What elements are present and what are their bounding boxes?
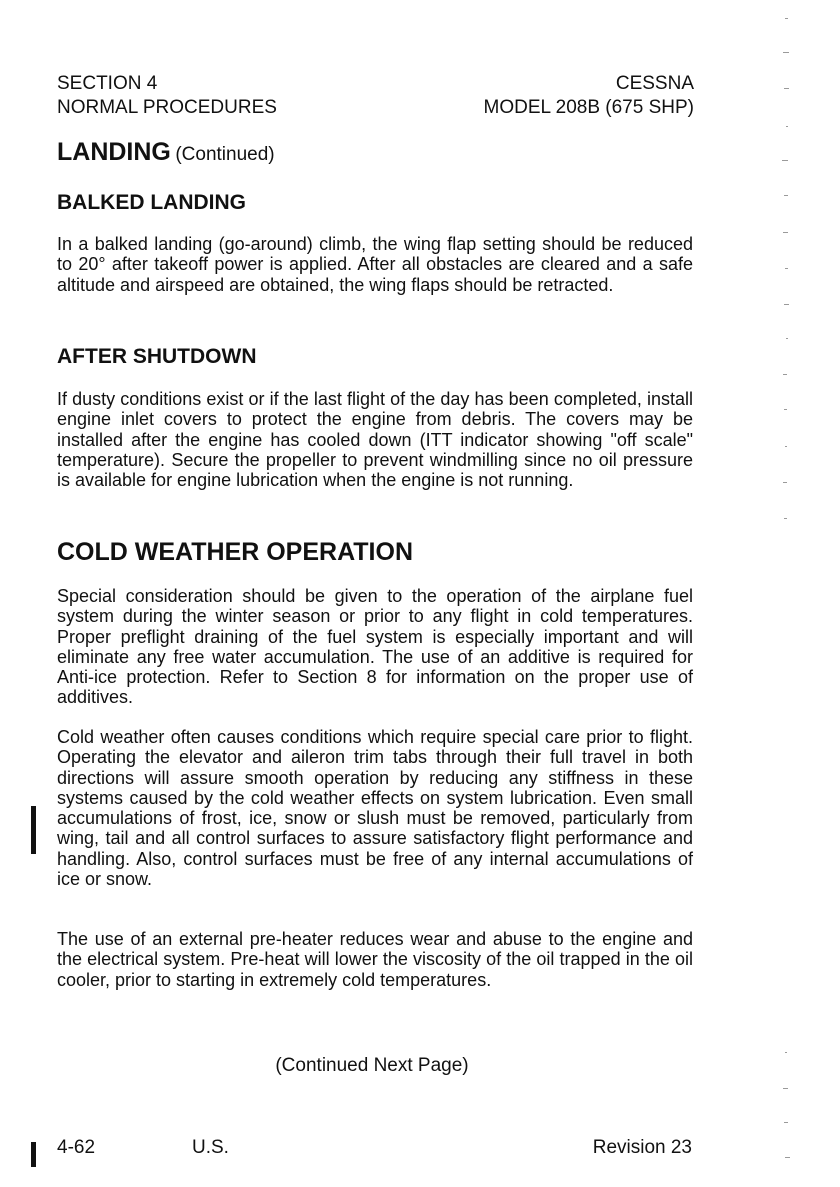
scan-specks-group (782, 18, 790, 1158)
footer-revision: Revision 23 (592, 1137, 692, 1158)
cold-weather-paragraph-3: The use of an external pre-heater reduces wear and abuse to the engine and the electrical system. Pre-heat will lower the viscosity of the oil trapped in the oil cooler, prior to starting in extremely cold temperatures. (57, 929, 693, 990)
header-left (57, 72, 277, 120)
header-model: MODEL 208B (675 SHP) (483, 97, 694, 118)
header-section-title: NORMAL PROCEDURES (57, 97, 277, 118)
cold-weather-heading: COLD WEATHER OPERATION (57, 538, 414, 566)
balked-landing-heading: BALKED LANDING (57, 191, 246, 214)
footer-page-number: 4-62 (57, 1137, 96, 1158)
continued-next-page: (Continued Next Page) (275, 1055, 469, 1076)
after-shutdown-heading: AFTER SHUTDOWN (57, 345, 257, 368)
landing-title (57, 138, 275, 167)
after-shutdown-text: If dusty conditions exist or if the last flight of the day has been completed, install engine inlet covers to protect the engine from debris. The covers may be installed after the engine has cooled down (ITT indicator showing "off scale" temperature). Secure the propeller to prevent windmilling since no oil pressure is available for engine lubrication when the engine is not running. (57, 389, 693, 491)
cold-weather-paragraph-2: Cold weather often causes conditions which require special care prior to flight. Operating the elevator and aileron trim tabs through their full travel in both directions will assure smooth operation by reducing any stiffness in these systems caused by the cold weather effects on system lubrication. Even small accumulations of frost, ice, snow or slush must be removed, particularly from wing, tail and all control surfaces to assure satisfactory flight performance and handling. Also, control surfaces must be free of any internal accumulations of ice or snow. (57, 727, 693, 890)
landing-heading: LANDING (57, 138, 171, 166)
header-manufacturer: CESSNA (615, 73, 694, 94)
revision-change-bar (31, 806, 36, 854)
scan-margin-specks (775, 0, 815, 1187)
footer-change-bar (31, 1142, 36, 1167)
header-right (484, 72, 695, 120)
balked-landing-text: In a balked landing (go-around) climb, the wing flap setting should be reduced to 20° after takeoff power is applied. After all obstacles are cleared and a safe altitude and airspeed are obtained, the wing flaps should be retracted. (57, 234, 693, 295)
landing-continued: (Continued) (175, 144, 275, 165)
header-section: SECTION 4 (57, 73, 158, 94)
footer-region: U.S. (192, 1137, 229, 1158)
cold-weather-paragraph-1: Special consideration should be given to the operation of the airplane fuel system during the winter season or prior to any flight in cold temperatures. Proper preflight draining of the fuel system is especially important and will eliminate any free water accumulation. The use of an additive is required for Anti-ice protection. Refer to Section 8 for information on the proper use of additives. (57, 586, 693, 708)
